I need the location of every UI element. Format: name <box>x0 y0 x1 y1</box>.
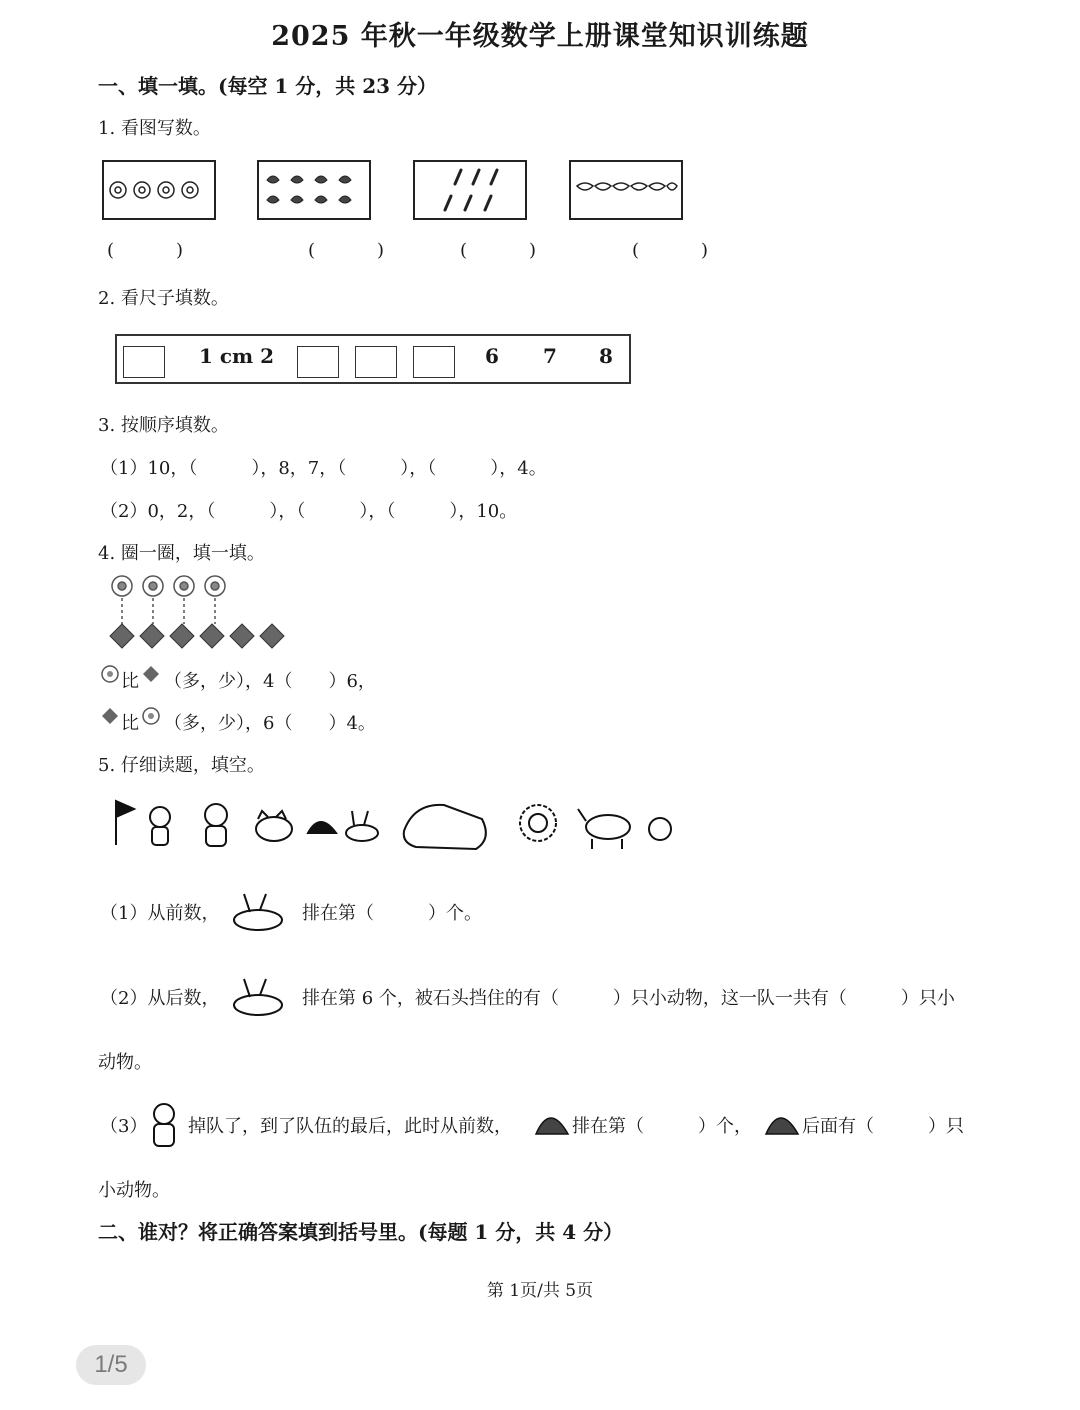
q5-part3-text-2: 排在第（ ）个， <box>572 1116 752 1137</box>
ruler <box>115 334 631 384</box>
sequence-line-1: （1）10，（ ），8，7，（ ），（ ），4。 <box>100 458 547 479</box>
ruler-number: 6 <box>485 344 499 368</box>
section-1-heading: 一、填一填。(每空 1 分，共 23 分） <box>98 74 438 98</box>
q5-part3-prefix: （3） <box>100 1116 148 1137</box>
leaf-icon <box>141 664 161 684</box>
question-5-label: 5. 仔细读题，填空。 <box>98 755 265 776</box>
flowers-and-leaves-illustration <box>104 572 304 654</box>
blank-2-close: ) <box>377 240 385 261</box>
page-title: 2025 年秋一年级数学上册课堂知识训练题 <box>271 21 809 52</box>
q5-part2-prefix: （2）从后数， <box>100 988 220 1009</box>
hedgehog-icon <box>762 1104 802 1140</box>
ruler-blank-cell[interactable] <box>355 346 397 378</box>
blank-3-close: ) <box>529 240 537 261</box>
question-4-label: 4. 圈一圈，填一填。 <box>98 543 265 564</box>
compare-line-2: （多，少），6（ ）4。 <box>164 713 376 734</box>
ruler-number: 7 <box>543 344 557 368</box>
ruler-number: 8 <box>599 344 613 368</box>
question-2-label: 2. 看尺子填数。 <box>98 288 229 309</box>
blank-4-open: ( <box>632 240 640 261</box>
ruler-blank-cell[interactable] <box>123 346 165 378</box>
compare-line-1: （多，少），4（ ）6， <box>164 671 376 692</box>
question-3-label: 3. 按顺序填数。 <box>98 415 229 436</box>
leaves-picture-box <box>569 160 683 220</box>
section-2-heading: 二、谁对？将正确答案填到括号里。(每题 1 分，共 4 分） <box>98 1220 624 1244</box>
leaf-icons <box>571 162 681 218</box>
blank-4-close: ) <box>701 240 709 261</box>
q5-part2-continuation: 动物。 <box>98 1052 152 1073</box>
q5-part3-text-3: 后面有（ ）只 <box>802 1116 964 1137</box>
q5-part1-prefix: （1）从前数， <box>100 903 220 924</box>
q5-part3-continuation: 小动物。 <box>98 1180 170 1201</box>
compare-line-2-word: 比 <box>121 713 139 734</box>
flower-icon <box>141 706 161 726</box>
ruler-blank-cell[interactable] <box>297 346 339 378</box>
page-footer: 第 1页/共 5页 <box>486 1281 594 1301</box>
page-indicator[interactable]: 1/5 <box>76 1345 146 1385</box>
pencil-icons <box>415 162 525 218</box>
rabbit-icon <box>228 975 288 1019</box>
compare-line-1-word: 比 <box>121 671 139 692</box>
blank-1-open: ( <box>107 240 115 261</box>
ruler-blank-cell[interactable] <box>413 346 455 378</box>
leaf-icon <box>100 706 120 726</box>
blank-2-open: ( <box>308 240 316 261</box>
q5-part2-text: 排在第 6 个，被石头挡住的有（ ）只小动物，这一队一共有（ ）只小 <box>302 988 955 1009</box>
flower-icons <box>104 162 214 218</box>
flowers-picture-box <box>102 160 216 220</box>
ruler-label: 1 cm 2 <box>199 344 275 368</box>
sequence-line-2: （2）0，2，（ ），（ ），（ ），10。 <box>100 501 518 522</box>
bear-icon <box>142 1100 186 1152</box>
flower-icon <box>100 664 120 684</box>
question-1-label: 1. 看图写数。 <box>98 118 211 139</box>
birds-picture-box <box>257 160 371 220</box>
blank-1-close: ) <box>176 240 184 261</box>
q5-part1-text: 排在第（ ）个。 <box>302 903 482 924</box>
q5-part3-text-1: 掉队了，到了队伍的最后，此时从前数， <box>188 1116 512 1137</box>
rabbit-icon <box>228 890 288 934</box>
hedgehog-icon <box>532 1104 572 1140</box>
animal-queue-illustration <box>108 795 688 855</box>
blank-3-open: ( <box>460 240 468 261</box>
pencils-picture-box <box>413 160 527 220</box>
bird-icons <box>259 162 369 218</box>
